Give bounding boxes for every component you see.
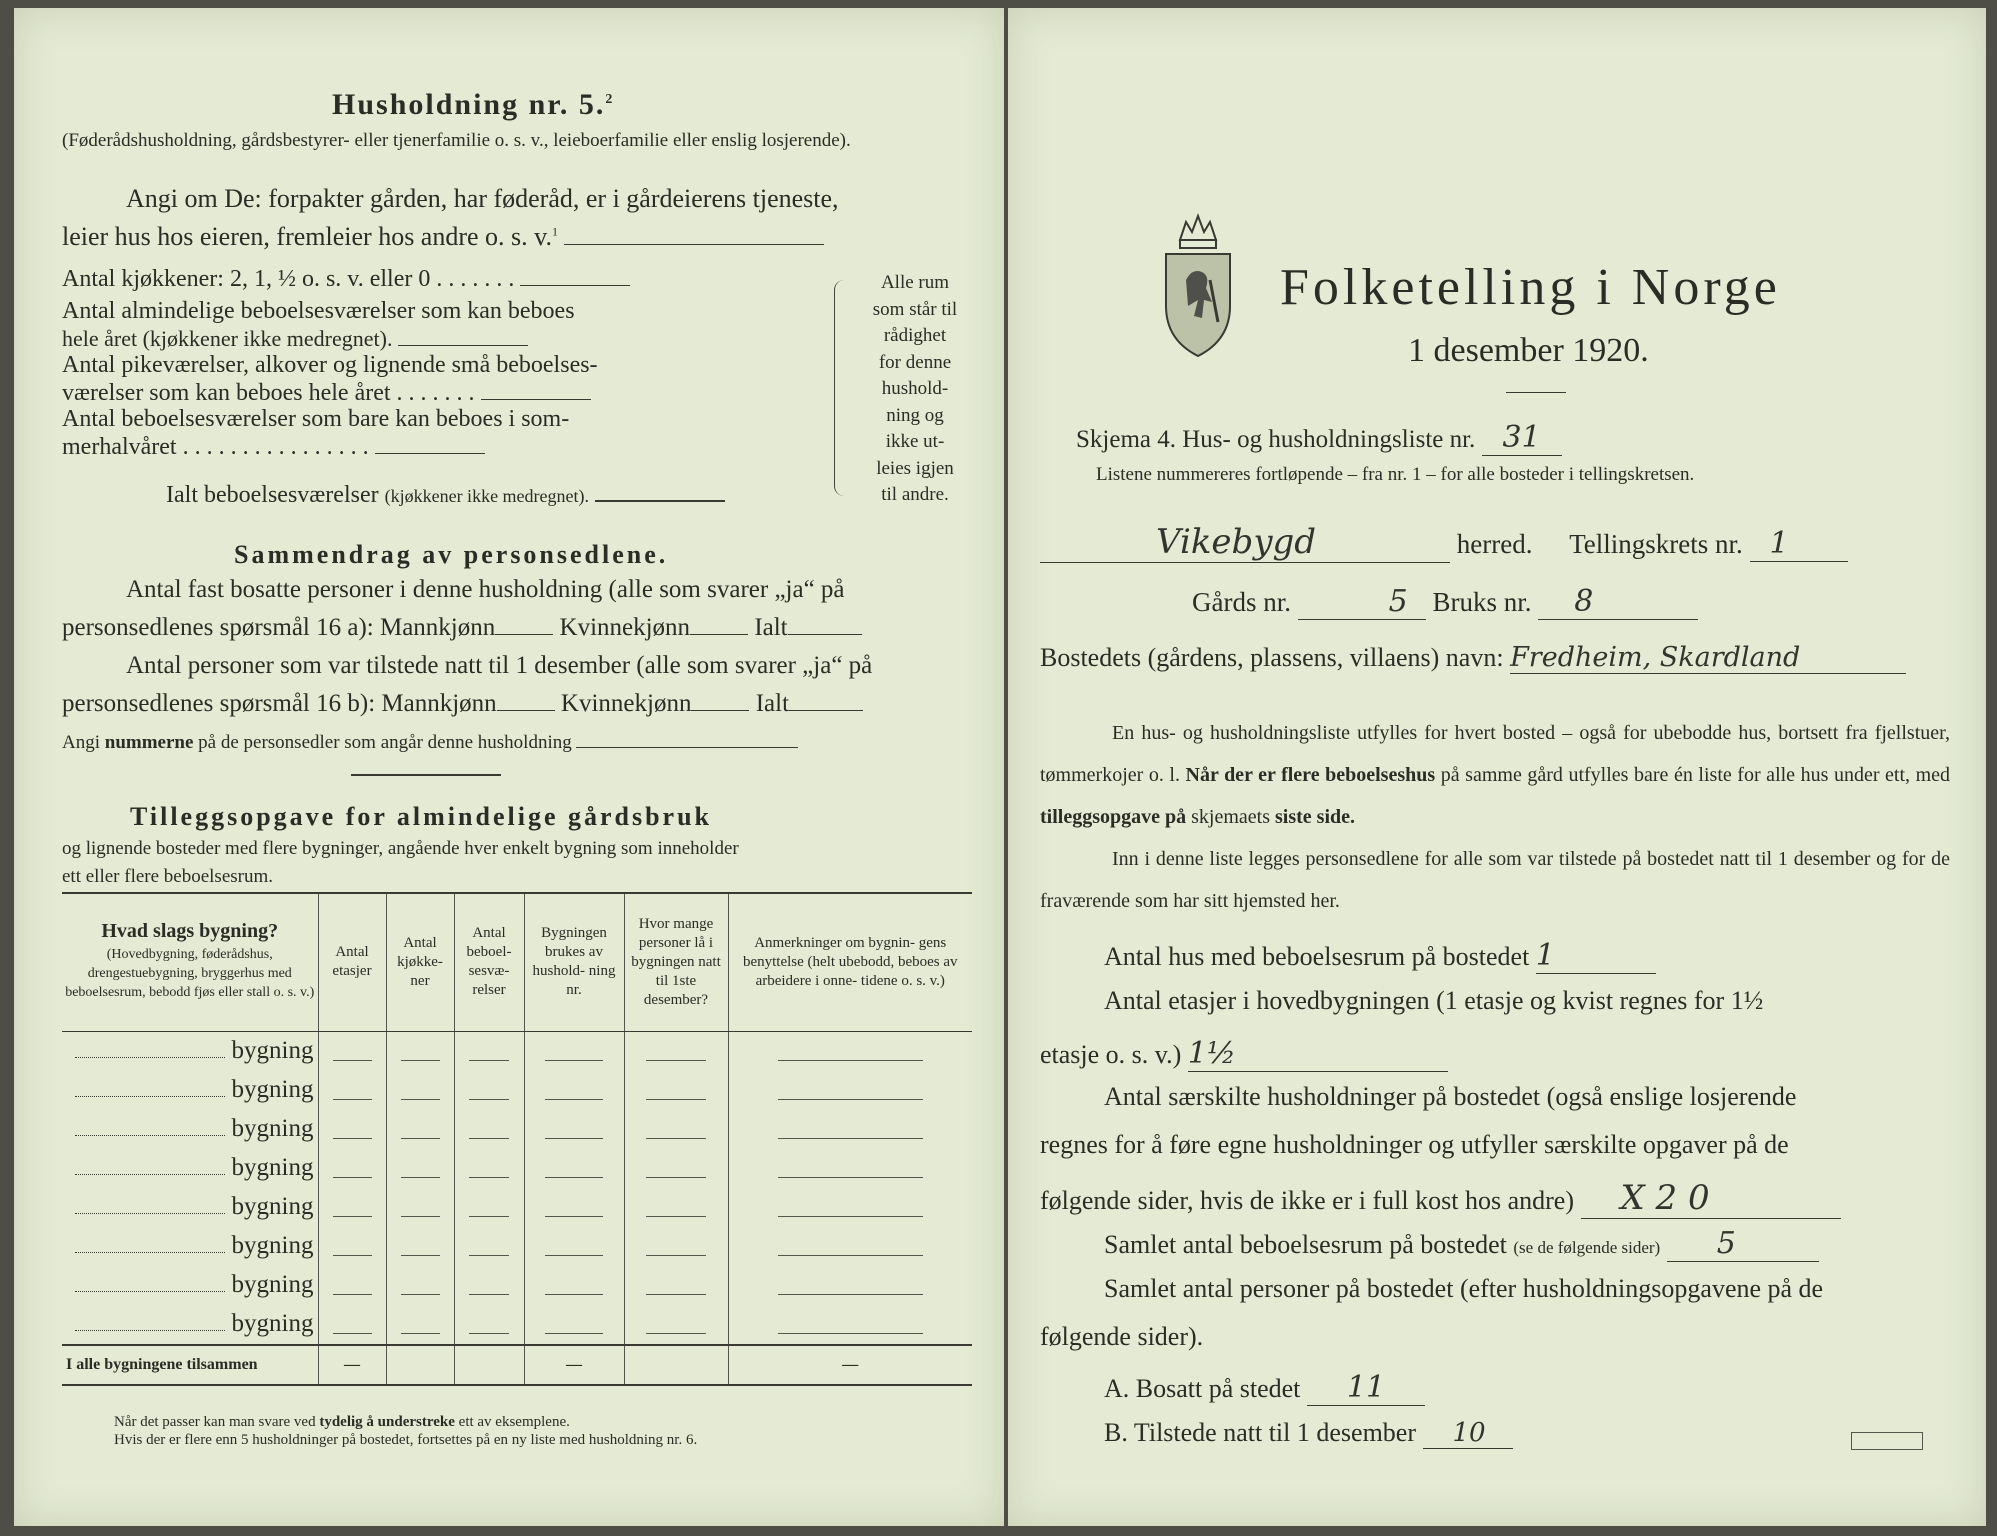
houses-field[interactable]: 1 (1536, 938, 1656, 974)
summary-line-3: Antal personer som var tilstede natt til 1 desember (alle som svarer „ja“ på (126, 652, 873, 679)
summary-heading: Sammendrag av personsedlene. (234, 540, 669, 569)
floors-line-2: etasje o. s. v.) 1½ (1040, 1036, 1448, 1072)
summer-rooms-label-1: Antal beboelsesværelser som bare kan beboes i som- (62, 406, 570, 432)
total-rooms-row: Ialt beboelsesværelser (kjøkkener ikke medregnet). (166, 482, 725, 509)
resident-row: A. Bosatt på stedet 11 (1104, 1370, 1425, 1406)
section-divider (351, 774, 501, 776)
schema-line: Skjema 4. Hus- og husholdningsliste nr. 31 (1076, 420, 1562, 456)
angi-answer-field[interactable] (564, 244, 824, 245)
col-rooms: Antal beboel- sesvæ- relser (454, 893, 524, 1031)
resident-male-field[interactable] (495, 634, 553, 635)
census-date: 1 desember 1920. (1408, 332, 1649, 369)
col-household: Bygningen brukes av hushold- ning nr. (524, 893, 624, 1031)
addendum-line-2: ett eller flere beboelsesrum. (62, 866, 274, 887)
table-row: bygning (62, 1071, 972, 1110)
angi-line-1: Angi om De: forpakter gården, har føderåd, er i gårdeierens tjeneste, (126, 184, 839, 213)
rooms-side-note: Alle rum som står til rådighet for denne hushold- ning og ikke ut- leies igjen til andre. (872, 272, 958, 505)
instructions-2: Inn i denne liste legges personsedlene for alle som var tilstede på bostedet natt til 1 desember og for de fraværende som har sitt hjemsted her. (1040, 848, 1950, 912)
maid-rooms-field[interactable] (481, 399, 591, 400)
households-line-2: regnes for å føre egne husholdninger og utfyller særskilte opgaver på de (1040, 1130, 1789, 1159)
kitchens-row: Antal kjøkkener: 2, 1, ½ o. s. v. eller 0 . . . . . . . (62, 266, 630, 293)
summary-line-2: personsedlenes spørsmål 16 a): Mannkjønn Kvinnekjønn Ialt (62, 614, 862, 642)
resident-field[interactable]: 11 (1307, 1370, 1425, 1406)
person-numbers-field[interactable] (576, 747, 798, 748)
present-total-field[interactable] (789, 710, 863, 711)
gards-row: Gårds nr. 5 Bruks nr. 8 (1192, 584, 1698, 620)
numbering-note: Listene nummereres fortløpende – fra nr. 1 – for alle bosteder i tellingskretsen. (1096, 464, 1695, 485)
table-row: bygning (62, 1110, 972, 1149)
table-row: bygning (62, 1188, 972, 1227)
gards-field[interactable]: 5 (1298, 584, 1426, 620)
printer-stamp (1851, 1432, 1923, 1450)
summer-rooms-field[interactable] (375, 453, 485, 454)
persons-line-2: følgende sider). (1040, 1322, 1204, 1351)
bosted-row: Bostedets (gårdens, plassens, villaens) navn: Fredheim, Skardland (1040, 642, 1906, 674)
lion-crest-icon (1158, 210, 1238, 360)
addendum-line-1: og lignende bosteder med flere bygninger, angående hver enkelt bygning som inneholder (62, 838, 739, 859)
ordinary-rooms-label-1: Antal almindelige beboelsesværelser som kan beboes (62, 298, 575, 324)
herred-row: Vikebygd herred. Tellingskrets nr. 1 (1040, 522, 1848, 563)
col-kitchens: Antal kjøkke- ner (386, 893, 454, 1031)
footnote-1: Når det passer kan man svare ved tydelig å understreke ett av eksemplene. (114, 1414, 570, 1430)
maid-rooms-label-2: værelser som kan beboes hele året . . . . . . . (62, 380, 591, 407)
maid-rooms-label-1: Antal pikeværelser, alkover og lignende små beboelses- (62, 352, 598, 378)
bruks-field[interactable]: 8 (1538, 584, 1698, 620)
census-title: Folketelling i Norge (1280, 259, 1781, 316)
summary-line-4: personsedlenes spørsmål 16 b): Mannkjønn Kvinnekjønn Ialt (62, 690, 863, 718)
resident-total-field[interactable] (788, 634, 862, 635)
schema-number-field[interactable]: 31 (1482, 420, 1562, 456)
table-row: bygning (62, 1031, 972, 1071)
summary-line-5: Angi nummerne på de personsedler som angår denne husholdning (62, 732, 798, 754)
resident-female-field[interactable] (690, 634, 748, 635)
persons-line-1: Samlet antal personer på bostedet (efter husholdningsopgavene på de (1104, 1274, 1824, 1303)
col-floors: Antal etasjer (318, 893, 386, 1031)
left-page (14, 8, 1004, 1526)
buildings-table (62, 892, 972, 1386)
col-building-type: Hvad slags bygning? (Hovedbygning, føderådshus, drengestuebygning, bryggerhus med beboelsesrum, bebodd fjøs eller stall o. s. v.) (62, 893, 318, 1031)
table-row: bygning (62, 1227, 972, 1266)
total-rooms-right-row: Samlet antal beboelsesrum på bostedet (se de følgende sider) 5 (1104, 1226, 1819, 1262)
summer-rooms-label-2: merhalvåret . . . . . . . . . . . . . . . . (62, 434, 485, 461)
total-rooms-field[interactable] (595, 500, 725, 502)
table-row: bygning (62, 1266, 972, 1305)
households-field[interactable]: X 2 0 (1581, 1178, 1841, 1219)
ordinary-rooms-field[interactable] (398, 345, 528, 346)
instructions-1: En hus- og husholdningsliste utfylles for hvert bosted – også for ubebodde hus, bortsett fra fjellstuer, tømmerkojer o. l. Når der er flere beboelseshus på samme gård utfylles bare én liste for alle hus under ett, med tilleggsopgave på skjemaets siste side. (1040, 722, 1951, 828)
footnote-2: Hvis der er flere enn 5 husholdninger på bostedet, fortsettes på en ny liste med husholdning nr. 6. (114, 1432, 698, 1448)
present-female-field[interactable] (691, 710, 749, 711)
addendum-heading: Tilleggsopgave for almindelige gårdsbruk (130, 802, 713, 831)
angi-line-2: leier hus hos eieren, fremleier hos andre o. s. v.$^1$ (62, 222, 824, 252)
table-row: bygning (62, 1305, 972, 1345)
krets-field[interactable]: 1 (1750, 526, 1848, 562)
households-line-3: følgende sider, hvis de ikke er i full kost hos andre) X 2 0 (1040, 1178, 1841, 1219)
present-row: B. Tilstede natt til 1 desember 10 (1104, 1418, 1513, 1449)
col-persons: Hvor mange personer lå i bygningen natt til 1ste desember? (624, 893, 728, 1031)
herred-field[interactable]: Vikebygd (1040, 522, 1450, 563)
summary-line-1: Antal fast bosatte personer i denne husholdning (alle som svarer „ja“ på (126, 576, 845, 603)
present-male-field[interactable] (497, 710, 555, 711)
table-total-row: I alle bygningene tilsammen — — — (62, 1345, 972, 1385)
col-remarks: Anmerkninger om bygnin- gens benyttelse (helt ubebodd, beboes av arbeidere i onne- tidene o. s. v.) (728, 893, 972, 1031)
households-line-1: Antal særskilte husholdninger på bostedet (også enslige losjerende (1104, 1082, 1797, 1111)
household-subtitle: (Føderådshusholdning, gårdsbestyrer- eller tjenerfamilie o. s. v., leieboerfamilie eller enslig losjerende). (62, 130, 851, 151)
houses-row: Antal hus med beboelsesrum på bostedet 1 (1104, 938, 1656, 974)
rooms-brace (834, 280, 849, 496)
norwegian-coat-of-arms (1158, 210, 1238, 360)
total-rooms-right-field[interactable]: 5 (1667, 1226, 1819, 1262)
present-field[interactable]: 10 (1423, 1418, 1513, 1449)
kitchens-field[interactable] (520, 285, 630, 286)
household-title: Husholdning nr. 5.$^2$ (332, 88, 615, 121)
floors-line-1: Antal etasjer i hovedbygningen (1 etasje og kvist regnes for 1½ (1104, 986, 1764, 1015)
right-page (1008, 8, 1986, 1526)
bosted-field[interactable]: Fredheim, Skardland (1510, 642, 1906, 674)
ordinary-rooms-label-2: hele året (kjøkkener ikke medregnet). (62, 326, 528, 352)
table-row: bygning (62, 1149, 972, 1188)
title-divider (1506, 392, 1566, 393)
floors-field[interactable]: 1½ (1188, 1036, 1448, 1072)
